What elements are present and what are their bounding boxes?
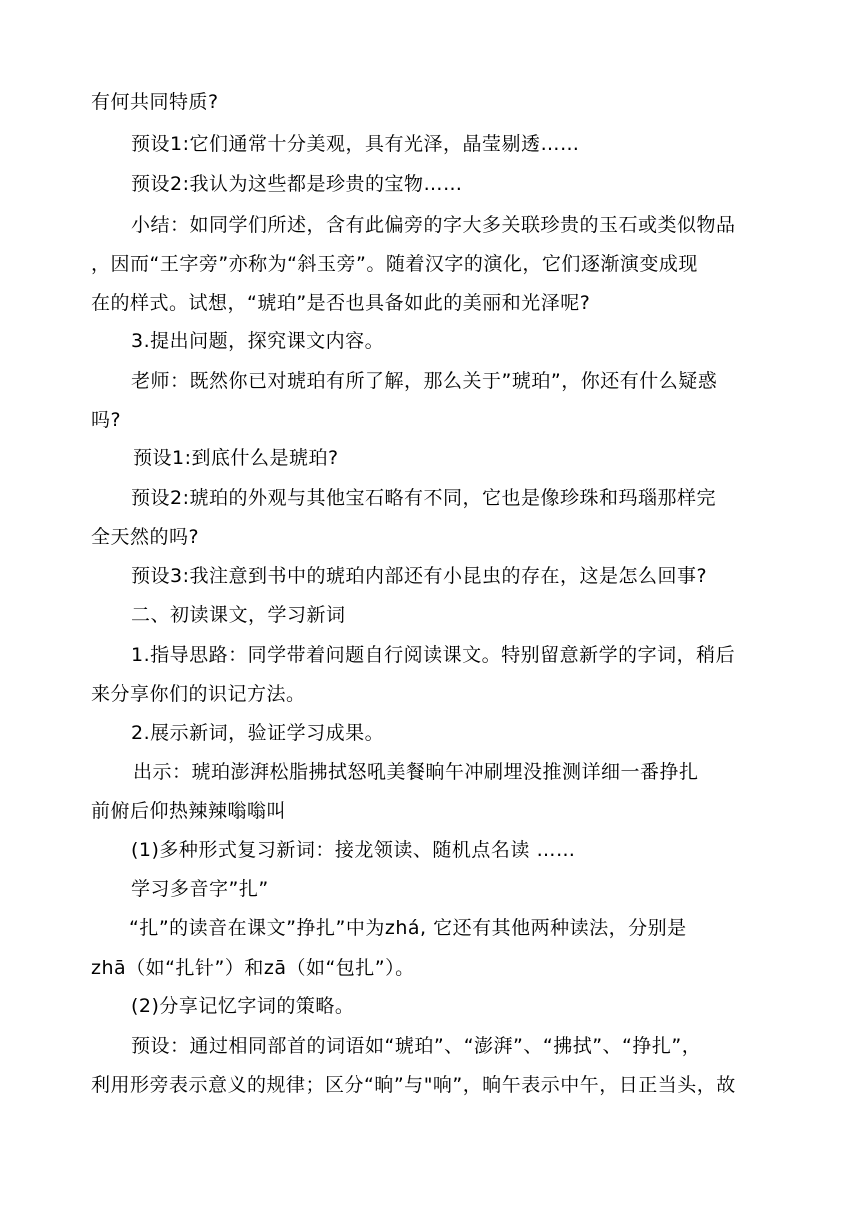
- text-line: 3.提出问题，探究课文内容。: [131, 330, 385, 352]
- text-line: 预设：通过相同部首的词语如“琥珀”、“澎湃”、“拂拭”、“挣扎”，: [131, 1035, 702, 1057]
- text-line: 1.指导思路：同学带着问题自行阅读课文。特别留意新学的字词，稍后: [131, 644, 736, 666]
- text-line: 小结：如同学们所述，含有此偏旁的字大多关联珍贵的玉石或类似物品: [131, 214, 736, 236]
- text-line: 来分享你们的识记方法。: [91, 683, 306, 705]
- text-line: “扎”的读音在课文”挣扎”中为zhá, 它还有其他两种读法，分别是: [129, 917, 687, 939]
- text-line: (1)多种形式复习新词：接龙领读、随机点名读 ……: [131, 839, 576, 861]
- text-line: 二、初读课文，学习新词: [131, 604, 346, 626]
- text-line: 在的样式。试想，“琥珀”是否也具备如此的美丽和光泽呢?: [91, 292, 591, 314]
- text-line: ，因而“王字旁”亦称为“斜玉旁”。随着汉字的演化，它们逐渐演变成现: [91, 253, 698, 275]
- text-line: 全天然的吗?: [91, 526, 200, 548]
- text-line: 2.展示新词，验证学习成果。: [131, 722, 385, 744]
- text-line: 出示：琥珀澎湃松脂拂拭怒吼美餐晌午冲刷埋没推测详细一番挣扎: [133, 761, 699, 783]
- text-line: 预设3:我注意到书中的琥珀内部还有小昆虫的存在，这是怎么回事?: [131, 565, 708, 587]
- text-line: 预设2:琥珀的外观与其他宝石略有不同，它也是像珍珠和玛瑙那样完: [131, 487, 716, 509]
- text-line: zhā（如“扎针”）和zā（如“包扎”）。: [91, 957, 415, 979]
- text-line: 预设2:我认为这些都是珍贵的宝物……: [131, 173, 463, 195]
- text-line: 预设1:它们通常十分美观，具有光泽，晶莹剔透……: [131, 133, 580, 155]
- text-line: 前俯后仰热辣辣嗡嗡叫: [91, 800, 287, 822]
- text-line: (2)分享记忆字词的策略。: [131, 995, 355, 1017]
- text-line: 有何共同特质?: [91, 91, 219, 113]
- text-line: 老师：既然你已对琥珀有所了解，那么关于”琥珀”，你还有什么疑惑: [131, 370, 718, 392]
- text-line: 预设1:到底什么是琥珀?: [133, 447, 339, 469]
- text-line: 吗?: [91, 409, 122, 431]
- text-line: 利用形旁表示意义的规律；区分“晌”与"响”，晌午表示中午，日正当头，故: [91, 1074, 736, 1096]
- text-line: 学习多音字”扎”: [131, 878, 269, 900]
